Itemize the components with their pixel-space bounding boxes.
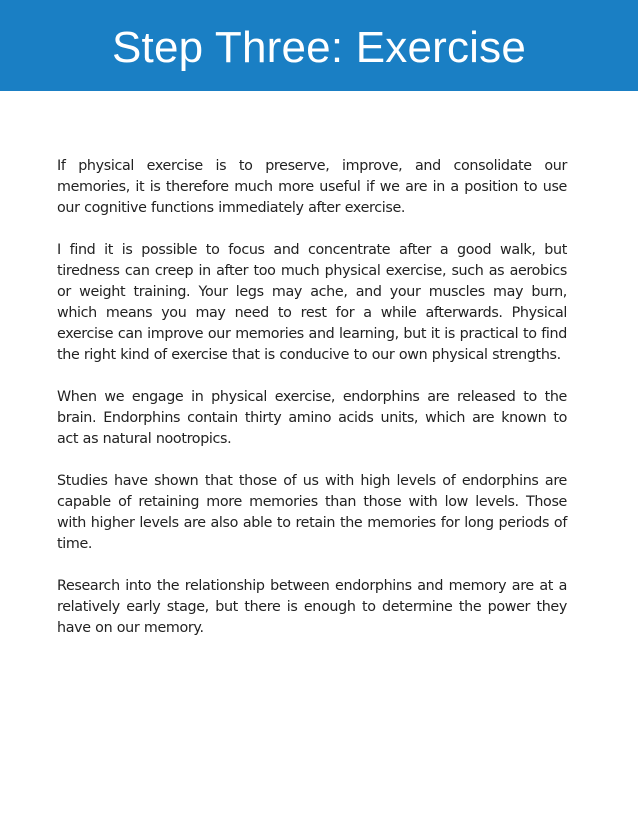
paragraph-1: If physical exercise is to preserve, improve, and consolidate our memories, it is therefore much more useful if we are in a position to use our cognitive functions immediately after exercise.	[57, 158, 567, 216]
header-banner	[0, 0, 638, 91]
article-body	[57, 156, 567, 660]
paragraph-5: Research into the relationship between endorphins and memory are at a relatively early stage, but there is enough to determine the power they have on our memory.	[57, 578, 567, 636]
paragraph-3: When we engage in physical exercise, endorphins are released to the brain. Endorphins contain thirty amino acids units, which are known to act as natural nootropics.	[57, 389, 567, 447]
page-title: Step Three: Exercise	[111, 22, 527, 72]
paragraph-4: Studies have shown that those of us with high levels of endorphins are capable of retaining more memories than those with low levels. Those with higher levels are also able to retain the memories for long periods of time.	[57, 473, 567, 552]
paragraph-2: I find it is possible to focus and concentrate after a good walk, but tiredness can creep in after too much physical exercise, such as aerobics or weight training. Your legs may ache, and your muscles may burn, which means you may need to rest for a while afterwards. Physical exercise can improve our memories and learning, but it is practical to find the right kind of exercise that is conducive to our own physical strengths.	[57, 242, 567, 363]
